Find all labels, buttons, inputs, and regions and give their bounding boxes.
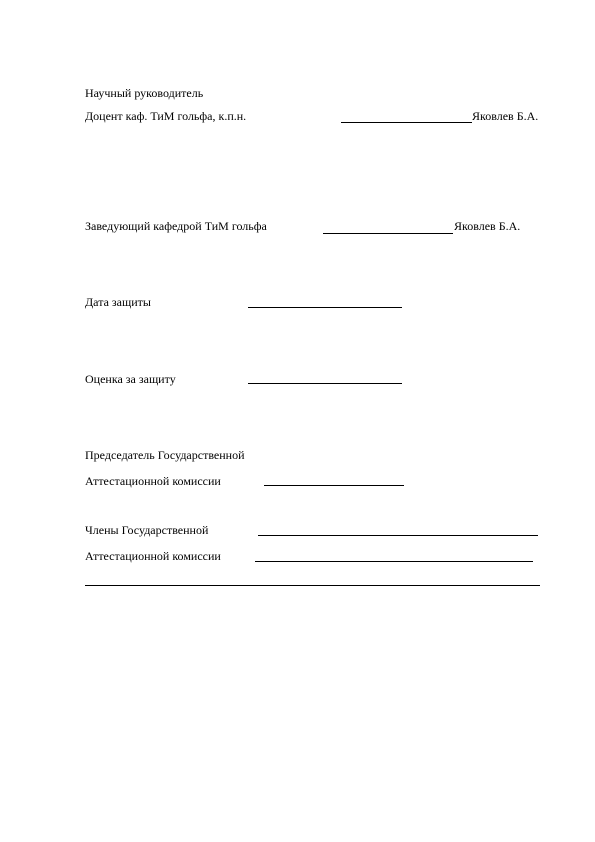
commission-chair-signature-line[interactable] bbox=[264, 485, 404, 486]
defense-date-label: Дата защиты bbox=[85, 295, 151, 309]
head-of-department-signature-line[interactable] bbox=[323, 233, 453, 234]
supervisor-position: Доцент каф. ТиМ гольфа, к.п.н. bbox=[85, 109, 247, 123]
supervisor-heading: Научный руководитель bbox=[85, 86, 204, 100]
commission-chair-line2: Аттестационной комиссии bbox=[85, 474, 221, 488]
supervisor-signature-line[interactable] bbox=[341, 122, 472, 123]
defense-grade-label: Оценка за защиту bbox=[85, 372, 176, 386]
commission-members-line1: Члены Государственной bbox=[85, 523, 209, 537]
head-of-department-name: Яковлев Б.А. bbox=[454, 219, 521, 233]
supervisor-name: Яковлев Б.А. bbox=[472, 109, 539, 123]
defense-date-line[interactable] bbox=[248, 307, 402, 308]
defense-grade-line[interactable] bbox=[248, 383, 402, 384]
commission-members-line2: Аттестационной комиссии bbox=[85, 549, 221, 563]
commission-members-signature-line-2[interactable] bbox=[255, 561, 533, 562]
commission-members-signature-line-3[interactable] bbox=[85, 585, 540, 586]
head-of-department-position: Заведующий кафедрой ТиМ гольфа bbox=[85, 219, 267, 233]
commission-chair-line1: Председатель Государственной bbox=[85, 448, 245, 462]
commission-members-signature-line-1[interactable] bbox=[258, 535, 538, 536]
